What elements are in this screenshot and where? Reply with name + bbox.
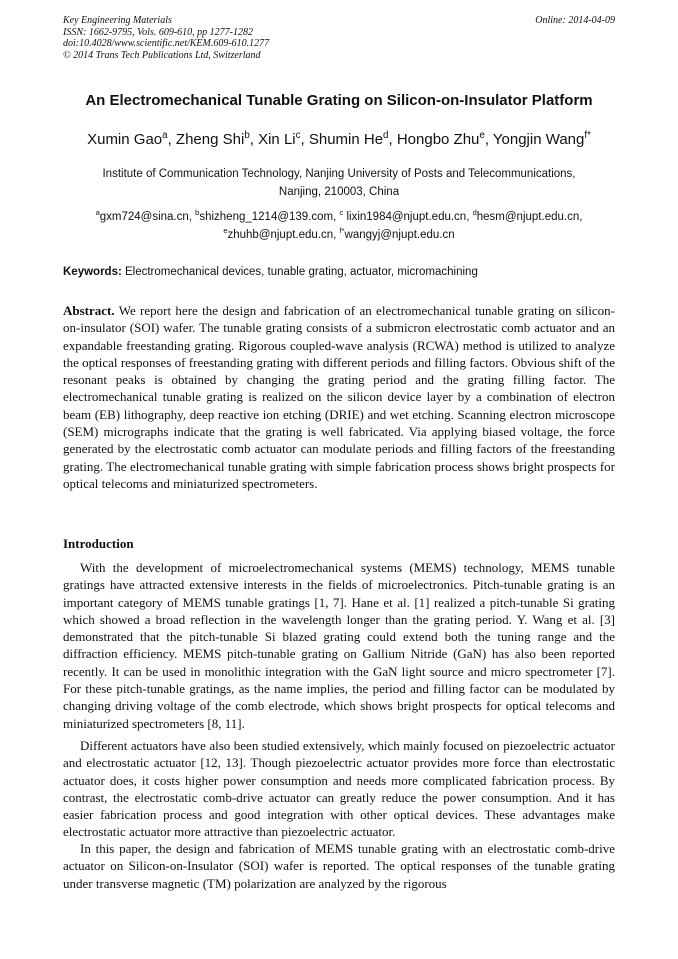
affiliation-line: Institute of Communication Technology, Nanjing University of Posts and Telecommunications, [102,168,576,180]
keywords-label: Keywords: [63,266,122,278]
abstract-label: Abstract. [63,303,115,318]
email-list [60,208,618,244]
keywords-text: Electromechanical devices, tunable grating, actuator, micromachining [121,266,478,278]
email-link[interactable]: $^d$hesm@njupt.edu.cn, [472,208,583,223]
affiliation-line: Nanjing, 210003, China [278,186,400,198]
email-link[interactable]: $^e$zhuhb@njupt.edu.cn, [223,226,337,241]
paper-title: An Electromechanical Tunable Grating on Silicon-on-Insulator Platform [85,92,593,109]
email-link[interactable]: $^c$ lixin1984@njupt.edu.cn, [339,208,470,223]
paragraph: In this paper, the design and fabrication of MEMS tunable grating with an electrostatic comb-drive actuator on Silicon-on-Insulator (SOI) wafer is reported. The optical responses of the tunable grating under transverse magnetic (TM) polarization are analyzed by the rigorous [63,841,615,891]
author: Zheng Shi$^b$ [175,130,250,148]
abstract [63,302,615,492]
online-date: Online: 2014-04-09 [535,15,615,26]
email-link[interactable]: $^a$gxm724@sina.cn, [95,208,192,223]
copyright-line: © 2014 Trans Tech Publications Ltd, Switzerland [63,49,261,61]
doi-line: doi:10.4028/www.scientific.net/KEM.609-610.1277 [63,38,270,49]
email-link[interactable]: $^b$shizheng_1214@139.com, [195,208,337,223]
paragraph: With the development of microelectromechanical systems (MEMS) technology, MEMS tunable gratings have attracted extensive interests in the fields of microelectronics. Pitch-tunable grating is an important category of MEMS tunable gratings [1, 7]. Hane et al. [1] realized a pitch-tunable Si grating which showed a broad reflection in the wavelength longer than the grating period. Y. Wang et al. [3] demonstrated that the pitch-tunable Si blazed grating could extend both the tuning range and the diffraction efficiency. MEMS pitch-tunable grating on Gallium Nitride (GaN) has also been reported recently. It can be used in monolithic integration with the GaN light source and micro spectrometer [7]. For these pitch-tunable gratings, as the name implies, the period and filling factor can be modulated by changing driving voltage of the comb electrode, which shows bright prospects for optical telecoms and miniaturized spectrometers [8, 11]. [63,560,615,731]
author: Hongbo Zhu$^e$ [396,130,485,148]
author: Xin Li$^c$ [258,130,301,148]
abstract-text: We report here the design and fabrication of an electromechanical tunable grating on silicon-on-insulator (SOI) wafer. The tunable grating consists of a submicron electrostatic comb actuator and an expandable freestanding grating. Rigorous coupled-wave analysis (RCWA) method is utilized to analyze the optical responses of freestanding grating with different periods and filling factors. Obvious shift of the resonant peaks is obtained by changing the grating period and the grating filling factor. The electromechanical tunable grating is realized on the silicon device layer by a combination of electron beam (EB) lithography, deep reactive ion etching (DRIE) and wet etching. Scanning electron microscope (SEM) micrographs indicate that the grating is well fabricated. Via applying biased voltage, the force generated by the electrostatic comb actuator can modulate periods and filling factors of the freestanding grating. The electromechanical tunable grating with simple fabrication process shows bright prospects for optical telecoms and miniaturized spectrometers. [63,303,615,491]
author: Xumin Gao$^a$ [87,130,168,148]
author: Yongjin Wang$^{f*}$ [492,130,591,148]
journal-name: Key Engineering Materials [63,15,172,26]
affiliation [70,165,608,201]
keywords [63,264,615,280]
author: Shumin He$^d$ [308,130,389,148]
paragraph: Different actuators have also been studied extensively, which mainly focused on piezoelectric actuator and electrostatic actuator [12, 13]. Though piezoelectric actuator provides more force than electrostatic actuator does, it costs higher power consumption and needs more complicated fabrication process. By contrast, the electrostatic comb-drive actuator can greatly reduce the power consumption. And it has easier fabrication process and good integration with other optical devices. These advantages make electrostatic actuator more attractive than piezoelectric actuator. [63,738,615,840]
author-list: Xumin Gao$^a$, Zheng Shi$^b$, Xin Li$^c$, Shumin He$^d$, Hongbo Zhu$^e$, Yongjin Wang$^{f*}$ [87,130,591,148]
email-link[interactable]: $^{f*}$wangyj@njupt.edu.cn [339,226,455,241]
journal-header [63,15,615,61]
issn-line: ISSN: 1662-9795, Vols. 609-610, pp 1277-1282 [63,26,253,38]
section-heading: Introduction [63,536,134,551]
